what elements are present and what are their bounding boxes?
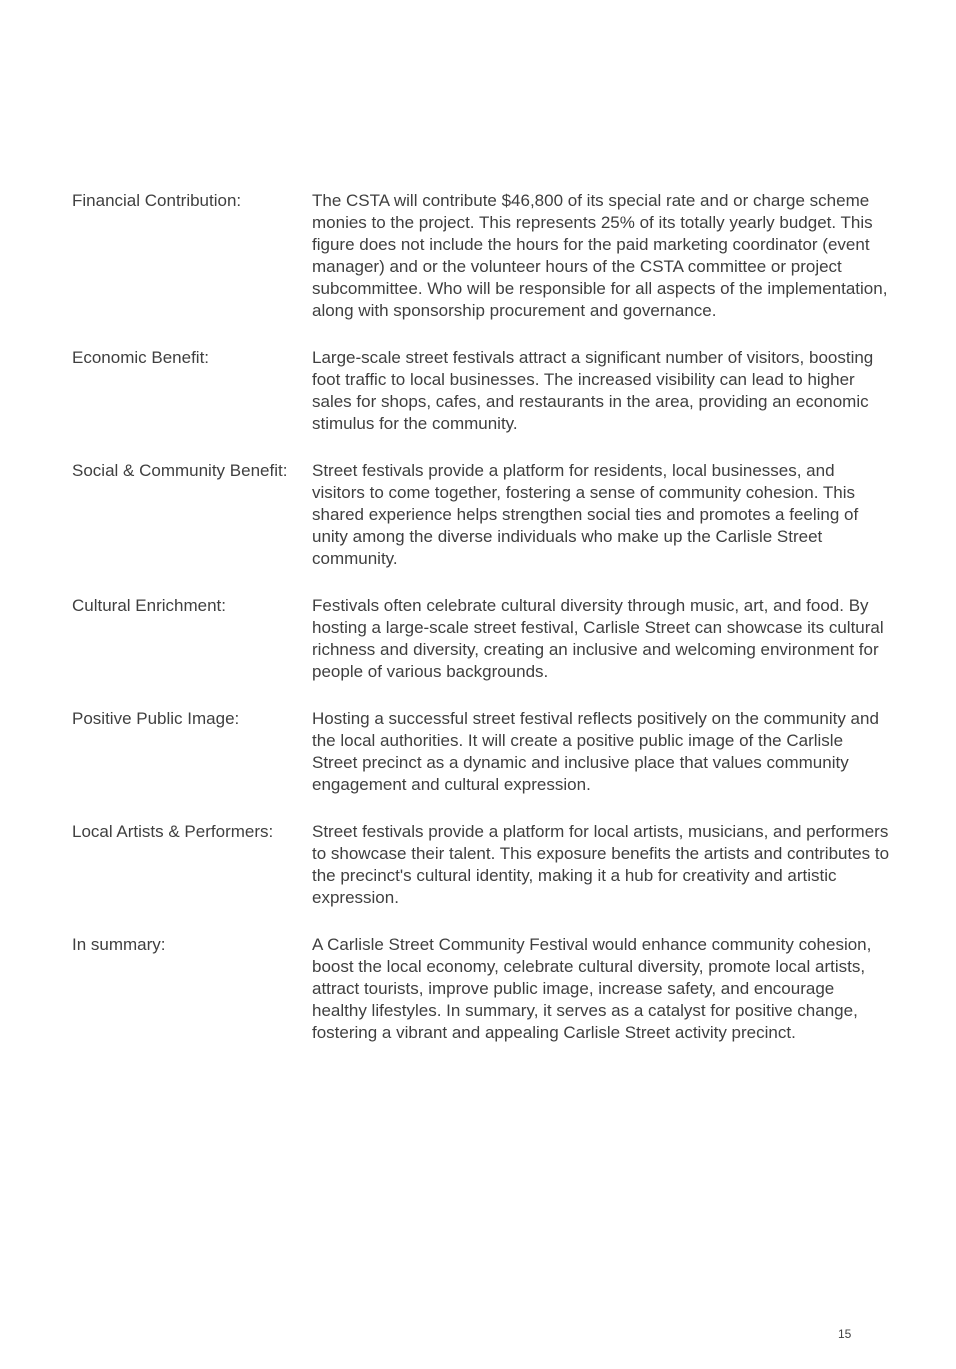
section-text: Festivals often celebrate cultural diversity through music, art, and food. By hosting a large-scale street festival, Carlisle Street can showcase its cultural richness and diversity, creating an inclusive and welcoming environment for people of various backgrounds. — [312, 596, 884, 681]
section-text: Hosting a successful street festival reflects positively on the community and the local authorities. It will create a positive public image of the Carlisle Street precinct as a dynamic and inclusive place that values community engagement and cultural expression. — [312, 709, 879, 794]
section-cultural-enrichment — [72, 595, 902, 683]
section-local-artists-performers — [72, 821, 902, 909]
section-text: A Carlisle Street Community Festival would enhance community cohesion, boost the local economy, celebrate cultural diversity, promote local artists, attract tourists, improve public image, increase safety, and encourage healthy lifestyles. In summary, it serves as a catalyst for positive change, fostering a vibrant and appealing Carlisle Street activity precinct. — [312, 935, 872, 1042]
section-label: Local Artists & Performers: — [72, 822, 274, 841]
section-positive-public-image — [72, 708, 902, 796]
section-label: Positive Public Image: — [72, 709, 240, 728]
section-in-summary — [72, 934, 902, 1044]
section-label: Financial Contribution: — [72, 191, 242, 210]
section-financial-contribution — [72, 190, 902, 322]
section-text: Street festivals provide a platform for local artists, musicians, and performers to showcase their talent. This exposure benefits the artists and contributes to the precinct's cultural identity, making it a hub for creativity and artistic expression. — [312, 822, 890, 907]
section-text: Large-scale street festivals attract a significant number of visitors, boosting foot traffic to local businesses. The increased visibility can lead to higher sales for shops, cafes, and restaurants in the area, providing an economic stimulus for the community. — [312, 348, 874, 433]
section-label: Social & Community Benefit: — [72, 461, 288, 480]
section-label: Economic Benefit: — [72, 348, 210, 367]
page-number: 15 — [838, 1327, 852, 1341]
benefits-list — [72, 190, 902, 1069]
section-text: The CSTA will contribute $46,800 of its special rate and or charge scheme monies to the project. This represents 25% of its totally yearly budget. This figure does not include the hours for the paid marketing coordinator (event manager) and or the volunteer hours of the CSTA committee or project subcommittee. Who will be responsible for all aspects of the implementation, along with sponsorship procurement and governance. — [312, 191, 888, 320]
section-label: In summary: — [72, 935, 166, 954]
section-economic-benefit — [72, 347, 902, 435]
section-label: Cultural Enrichment: — [72, 596, 227, 615]
section-text: Street festivals provide a platform for residents, local businesses, and visitors to come together, fostering a sense of community cohesion. This shared experience helps strengthen social ties and promotes a feeling of unity among the diverse individuals who make up the Carlisle Street community. — [312, 461, 859, 568]
section-social-community-benefit — [72, 460, 902, 570]
